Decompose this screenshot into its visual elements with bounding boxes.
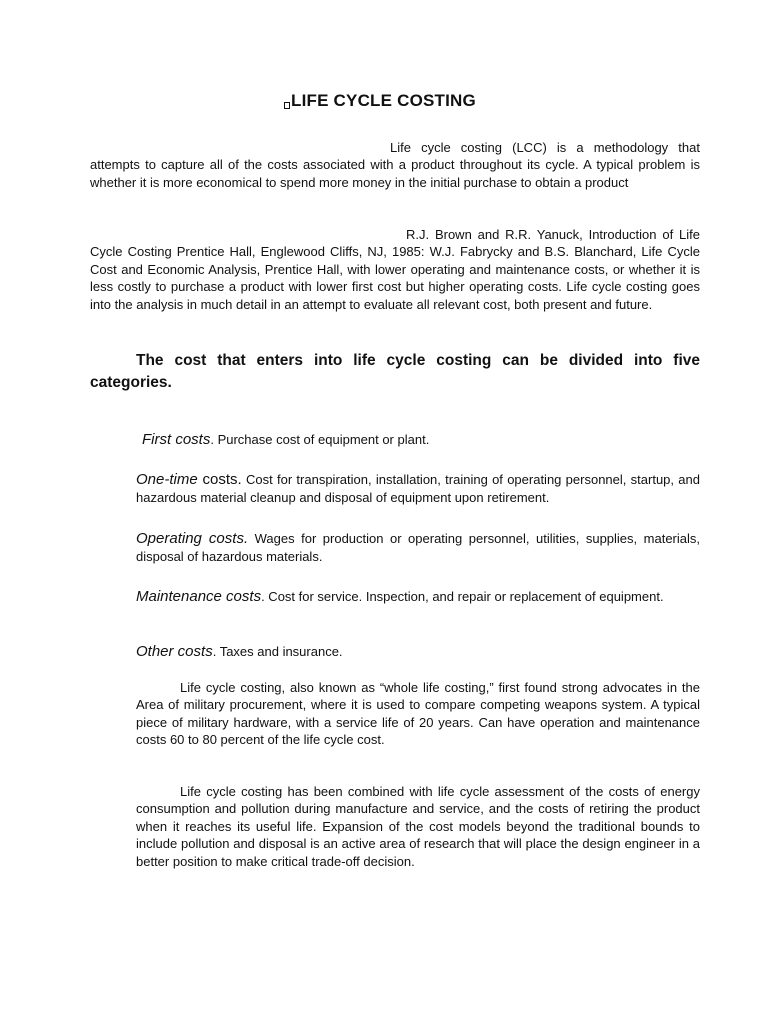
assessment-paragraph: Life cycle costing has been combined with life cycle assessment of the costs of energy consumption and pollution during manufacture and service, and the costs of retiring the product when it reaches its useful life. Expansion of the cost models beyond the traditional bounds to include pollution and disposal is an active area of research that will place the design engineer in a better position to make critical trade-off decision. (136, 784, 700, 869)
document-title-text: LIFE CYCLE COSTING (291, 91, 476, 110)
category-description: . Taxes and insurance. (212, 644, 343, 659)
categories-heading: The cost that enters into life cycle costing can be divided into five categories. (90, 352, 700, 391)
category-term: One-time (136, 471, 198, 488)
category-operating-costs (136, 530, 700, 566)
category-term: First costs (142, 431, 211, 448)
bullet-marker-icon (284, 102, 290, 109)
reference-paragraph: R.J. Brown and R.R. Yanuck, Introduction of Life Cycle Costing Prentice Hall, Englewood Cliffs, NJ, 1985: W.J. Fabrycky and B.S. Blanchard, Life Cycle Cost and Economic Analysis, Prentice Hall, with lower operating and maintenance costs, or whether it is less costly to purchase a product with lower first cost but higher operating costs. Life cycle costing goes into the analysis in much detail in an attempt to evaluate all relevant cost, both present and future. (90, 227, 700, 312)
category-description: Cost for transpiration, installation, training of operating personnel, startup, and hazardous material cleanup and disposal of equipment upon retirement. (136, 472, 700, 505)
category-term: Other costs (136, 643, 213, 660)
category-maintenance-costs (136, 588, 700, 606)
category-description: . Cost for service. Inspection, and repair or replacement of equipment. (261, 589, 664, 604)
category-one-time-costs (136, 471, 700, 507)
category-description: . Purchase cost of equipment or plant. (210, 432, 430, 447)
category-term-suffix: costs. (197, 471, 242, 488)
intro-paragraph: Life cycle costing (LCC) is a methodology that attempts to capture all of the costs associated with a product throughout its cycle. A typical problem is whether it is more economical to spend more money in the initial purchase to obtain a product (90, 140, 700, 190)
category-term: Operating costs. (136, 530, 249, 547)
document-title (284, 91, 476, 111)
military-paragraph: Life cycle costing, also known as “whole life costing,” first found strong advocates in the Area of military procurement, where it is used to compare competing weapons system. A typical piece of military hardware, with a service life of 20 years. Can have operation and maintenance costs 60 to 80 percent of the life cycle cost. (136, 680, 700, 748)
category-first-costs (142, 431, 700, 449)
category-term: Maintenance costs (136, 588, 262, 605)
category-other-costs (136, 643, 700, 661)
category-description: Wages for production or operating personnel, utilities, supplies, materials, disposal of hazardous materials. (136, 531, 700, 564)
